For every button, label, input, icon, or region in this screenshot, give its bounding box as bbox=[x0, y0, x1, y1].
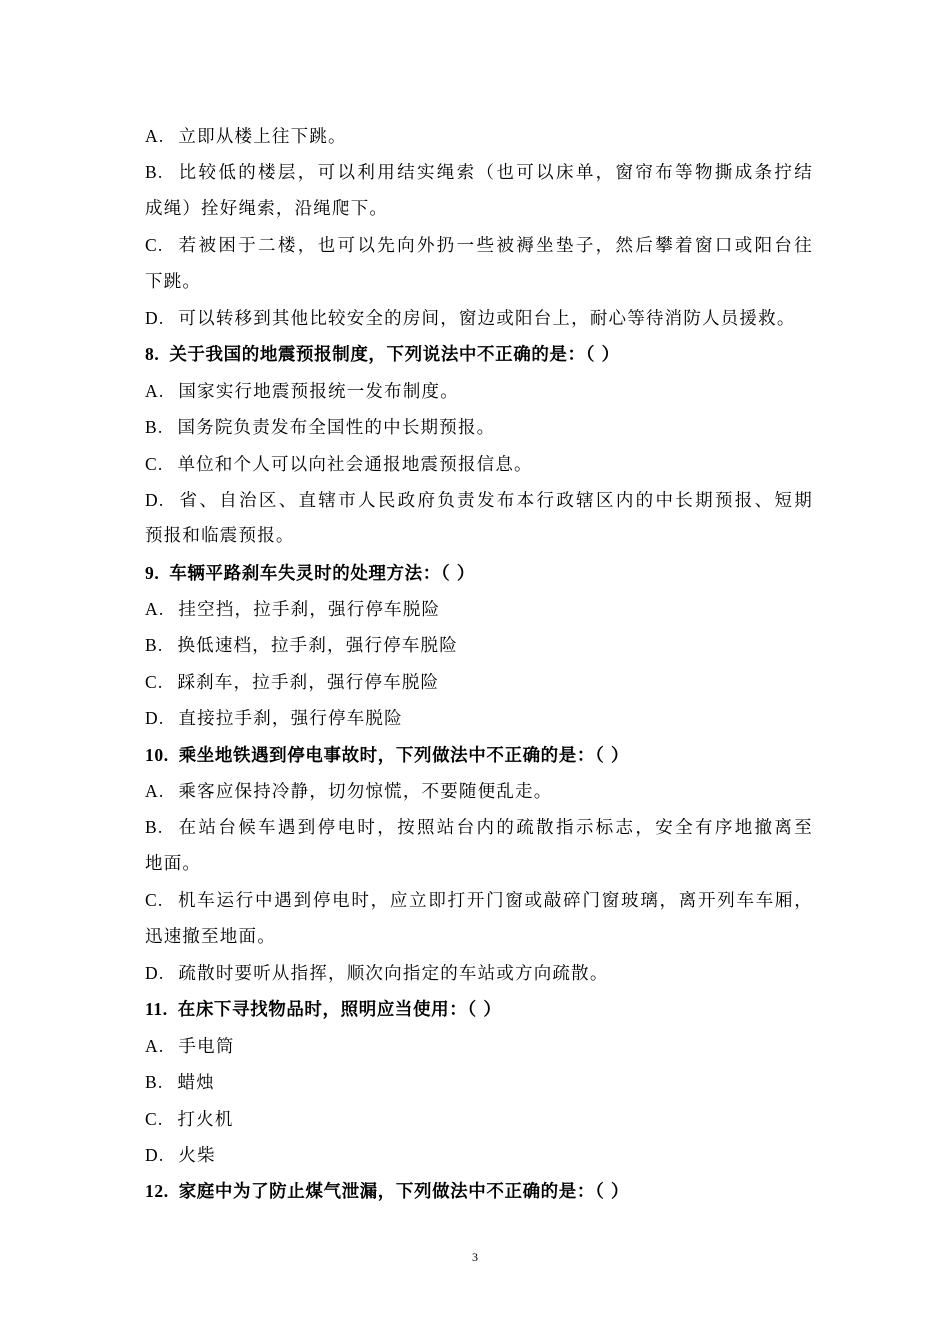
continuation-text: 成绳）拴好绳索，沿绳爬下。 bbox=[145, 198, 389, 219]
option-letter: A. bbox=[145, 126, 165, 146]
option-line bbox=[145, 955, 813, 991]
option-text: 在站台候车遇到停电时，按照站台内的疏散指示标志，安全有序地撤离至 bbox=[177, 818, 813, 839]
option-text: 单位和个人可以向社会通报地震预报信息。 bbox=[177, 454, 533, 475]
option-letter: B. bbox=[145, 417, 164, 438]
option-line bbox=[145, 300, 813, 336]
continuation-text: 地面。 bbox=[145, 853, 202, 874]
option-text: 乘客应保持冷静，切勿惊慌，不要随便乱走。 bbox=[178, 782, 553, 803]
question-number: 8. bbox=[145, 344, 160, 365]
question-line bbox=[145, 1173, 813, 1209]
option-line bbox=[145, 591, 813, 627]
option-line bbox=[145, 700, 813, 736]
option-text: 打火机 bbox=[177, 1109, 234, 1130]
option-text: 立即从楼上往下跳。 bbox=[178, 127, 347, 147]
option-text: 省、自治区、直辖市人民政府负责发布本行政辖区内的中长期预报、短期 bbox=[178, 490, 813, 511]
question-number: 9. bbox=[145, 562, 160, 583]
option-line bbox=[145, 482, 813, 518]
option-letter: A. bbox=[145, 1035, 165, 1056]
question-line bbox=[145, 991, 813, 1027]
option-letter: D. bbox=[145, 307, 165, 328]
continuation-text: 预报和临震预报。 bbox=[145, 526, 295, 547]
option-text: 比较低的楼层，可以利用结实绳索（也可以床单，窗帘布等物撕成条拧结 bbox=[177, 163, 813, 184]
continuation-line bbox=[145, 191, 813, 227]
option-letter: C. bbox=[145, 890, 164, 911]
continuation-line bbox=[145, 264, 813, 300]
question-number: 11. bbox=[145, 999, 168, 1020]
option-letter: B. bbox=[145, 1072, 164, 1093]
page-number: 3 bbox=[472, 1250, 478, 1264]
option-line bbox=[145, 1028, 813, 1064]
question-text: 家庭中为了防止煤气泄漏，下列做法中不正确的是：（ ） bbox=[178, 1182, 630, 1203]
option-line bbox=[145, 1137, 813, 1173]
question-text: 乘坐地铁遇到停电事故时，下列做法中不正确的是：（ ） bbox=[178, 745, 630, 766]
option-text: 可以转移到其他比较安全的房间，窗边或阳台上，耐心等待消防人员援救。 bbox=[178, 308, 796, 329]
question-number: 12. bbox=[145, 1181, 169, 1202]
option-text: 手电筒 bbox=[178, 1036, 235, 1057]
question-line bbox=[145, 336, 813, 372]
question-line bbox=[145, 737, 813, 773]
option-text: 国务院负责发布全国性的中长期预报。 bbox=[177, 418, 496, 439]
option-letter: B. bbox=[145, 162, 164, 183]
option-text: 国家实行地震预报统一发布制度。 bbox=[178, 381, 459, 402]
continuation-line bbox=[145, 518, 813, 554]
option-letter: C. bbox=[145, 235, 164, 256]
question-text: 在床下寻找物品时，照明应当使用：（ ） bbox=[177, 1000, 502, 1021]
option-line bbox=[145, 664, 813, 700]
option-line bbox=[145, 446, 813, 482]
option-line bbox=[145, 118, 813, 154]
option-line bbox=[145, 773, 813, 809]
continuation-text: 下跳。 bbox=[145, 271, 202, 292]
option-letter: D. bbox=[145, 489, 165, 510]
option-line bbox=[145, 154, 813, 190]
option-letter: A. bbox=[145, 380, 165, 401]
option-line bbox=[145, 409, 813, 445]
option-text: 若被困于二楼，也可以先向外扔一些被褥坐垫子，然后攀着窗口或阳台往 bbox=[177, 236, 813, 257]
option-letter: A. bbox=[145, 781, 165, 802]
option-text: 疏散时要听从指挥，顺次向指定的车站或方向疏散。 bbox=[178, 963, 609, 984]
question-text: 车辆平路刹车失灵时的处理方法：（ ） bbox=[169, 563, 475, 584]
continuation-text: 迅速撤至地面。 bbox=[145, 926, 276, 947]
continuation-line bbox=[145, 846, 813, 882]
question-number: 10. bbox=[145, 744, 169, 765]
option-text: 直接拉手刹，强行停车脱险 bbox=[178, 709, 403, 730]
option-line bbox=[145, 627, 813, 663]
option-text: 火柴 bbox=[178, 1145, 216, 1166]
option-text: 挂空挡，拉手刹，强行停车脱险 bbox=[178, 600, 441, 621]
option-line bbox=[145, 809, 813, 845]
option-text: 蜡烛 bbox=[177, 1073, 215, 1094]
continuation-line bbox=[145, 919, 813, 955]
option-line bbox=[145, 227, 813, 263]
option-line bbox=[145, 1101, 813, 1137]
page-content bbox=[145, 118, 813, 1210]
option-text: 机车运行中遇到停电时，应立即打开门窗或敲碎门窗玻璃，离开列车车厢， bbox=[177, 891, 813, 912]
option-letter: B. bbox=[145, 635, 164, 656]
option-letter: D. bbox=[145, 962, 165, 983]
option-line bbox=[145, 882, 813, 918]
option-line bbox=[145, 1064, 813, 1100]
option-letter: C. bbox=[145, 453, 164, 474]
option-letter: D. bbox=[145, 708, 165, 729]
option-text: 踩刹车，拉手刹，强行停车脱险 bbox=[177, 672, 440, 693]
option-letter: C. bbox=[145, 671, 164, 692]
option-letter: B. bbox=[145, 817, 164, 838]
option-line bbox=[145, 373, 813, 409]
option-letter: A. bbox=[145, 599, 165, 620]
question-text: 关于我国的地震预报制度，下列说法中不正确的是：（ ） bbox=[169, 345, 620, 366]
option-text: 换低速档，拉手刹，强行停车脱险 bbox=[177, 636, 458, 657]
option-letter: D. bbox=[145, 1144, 165, 1165]
option-letter: C. bbox=[145, 1108, 164, 1129]
question-line bbox=[145, 555, 813, 591]
